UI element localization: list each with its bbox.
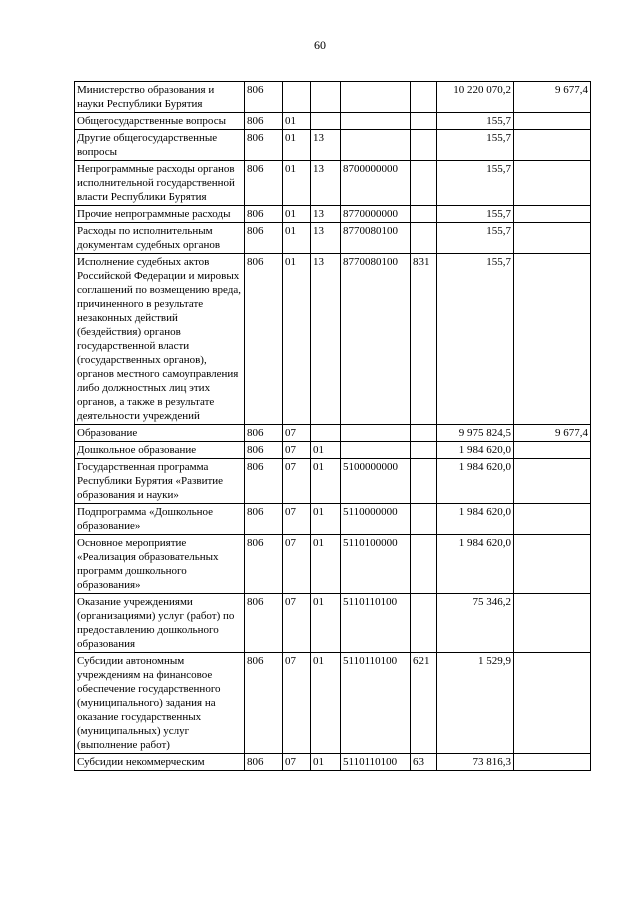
subsection-code: 13 [311, 254, 341, 425]
row-name: Субсидии автономным учреждениям на финансовое обеспечение государственного (муниципального) задания на оказание государственных (муниципальных) услуг (выполнение работ) [75, 653, 245, 754]
section-code: 07 [283, 442, 311, 459]
ministry-code: 806 [245, 653, 283, 754]
amount-2024: 155,7 [437, 254, 514, 425]
amount-2024: 1 984 620,0 [437, 504, 514, 535]
amount-2025 [514, 161, 591, 206]
amount-2025 [514, 254, 591, 425]
row-name: Субсидии некоммерческим [75, 754, 245, 771]
amount-2024: 75 346,2 [437, 594, 514, 653]
expense-type-code [411, 82, 437, 113]
target-code [341, 442, 411, 459]
subsection-code: 01 [311, 653, 341, 754]
subsection-code [311, 113, 341, 130]
expense-type-code [411, 223, 437, 254]
amount-2024: 155,7 [437, 161, 514, 206]
expense-type-code [411, 442, 437, 459]
expense-type-code [411, 535, 437, 594]
ministry-code: 806 [245, 254, 283, 425]
row-name: Прочие непрограммные расходы [75, 206, 245, 223]
ministry-code: 806 [245, 130, 283, 161]
target-code [341, 82, 411, 113]
ministry-code: 806 [245, 535, 283, 594]
table-row [75, 82, 591, 113]
amount-2025 [514, 223, 591, 254]
subsection-code: 01 [311, 594, 341, 653]
expense-type-code [411, 130, 437, 161]
row-name: Исполнение судебных актов Российской Федерации и мировых соглашений по возмещению вреда, причиненного в результате незаконных действий (бездействия) органов государственной власти (государственных органов), органов местного самоуправления либо должностных лиц этих органов, а также в результате деятельности учреждений [75, 254, 245, 425]
row-name: Государственная программа Республики Бурятия «Развитие образования и науки» [75, 459, 245, 504]
target-code: 5110110100 [341, 754, 411, 771]
target-code: 5110110100 [341, 653, 411, 754]
section-code: 07 [283, 594, 311, 653]
table-row [75, 223, 591, 254]
amount-2025 [514, 130, 591, 161]
section-code: 07 [283, 754, 311, 771]
subsection-code: 13 [311, 161, 341, 206]
amount-2025 [514, 459, 591, 504]
amount-2024: 9 975 824,5 [437, 425, 514, 442]
subsection-code: 01 [311, 459, 341, 504]
amount-2024: 155,7 [437, 113, 514, 130]
ministry-code: 806 [245, 594, 283, 653]
target-code: 5110000000 [341, 504, 411, 535]
amount-2024: 155,7 [437, 223, 514, 254]
target-code: 5110100000 [341, 535, 411, 594]
amount-2024: 1 529,9 [437, 653, 514, 754]
expense-type-code [411, 459, 437, 504]
table-row [75, 425, 591, 442]
table-row [75, 254, 591, 425]
row-name: Министерство образования и науки Республики Бурятия [75, 82, 245, 113]
row-name: Образование [75, 425, 245, 442]
table-row [75, 754, 591, 771]
table-row [75, 442, 591, 459]
table-row [75, 594, 591, 653]
subsection-code: 13 [311, 223, 341, 254]
section-code: 07 [283, 504, 311, 535]
section-code: 01 [283, 130, 311, 161]
amount-2025 [514, 113, 591, 130]
expense-type-code [411, 206, 437, 223]
table-row [75, 161, 591, 206]
ministry-code: 806 [245, 206, 283, 223]
row-name: Другие общегосударственные вопросы [75, 130, 245, 161]
table-row [75, 653, 591, 754]
row-name: Дошкольное образование [75, 442, 245, 459]
section-code: 07 [283, 425, 311, 442]
page-number: 60 [314, 38, 326, 52]
amount-2024: 10 220 070,2 [437, 82, 514, 113]
amount-2024: 73 816,3 [437, 754, 514, 771]
amount-2025 [514, 653, 591, 754]
expense-type-code: 831 [411, 254, 437, 425]
ministry-code: 806 [245, 223, 283, 254]
expense-type-code [411, 504, 437, 535]
table-row [75, 206, 591, 223]
ministry-code: 806 [245, 425, 283, 442]
target-code: 5100000000 [341, 459, 411, 504]
target-code [341, 425, 411, 442]
subsection-code: 01 [311, 504, 341, 535]
table-row [75, 113, 591, 130]
ministry-code: 806 [245, 754, 283, 771]
amount-2025 [514, 754, 591, 771]
expense-type-code [411, 113, 437, 130]
expense-type-code [411, 594, 437, 653]
subsection-code: 01 [311, 442, 341, 459]
subsection-code [311, 425, 341, 442]
expense-type-code: 621 [411, 653, 437, 754]
section-code: 01 [283, 113, 311, 130]
ministry-code: 806 [245, 504, 283, 535]
amount-2025 [514, 206, 591, 223]
table-row [75, 504, 591, 535]
amount-2024: 1 984 620,0 [437, 459, 514, 504]
section-code: 01 [283, 161, 311, 206]
amount-2025 [514, 504, 591, 535]
section-code: 07 [283, 535, 311, 594]
section-code: 01 [283, 206, 311, 223]
amount-2024: 1 984 620,0 [437, 535, 514, 594]
row-name: Оказание учреждениями (организациями) услуг (работ) по предоставлению дошкольного образования [75, 594, 245, 653]
ministry-code: 806 [245, 82, 283, 113]
table-row [75, 459, 591, 504]
row-name: Подпрограмма «Дошкольное образование» [75, 504, 245, 535]
amount-2025: 9 677,4 [514, 82, 591, 113]
table-row [75, 130, 591, 161]
target-code: 5110110100 [341, 594, 411, 653]
amount-2025 [514, 594, 591, 653]
budget-table [74, 81, 591, 771]
table-body [75, 82, 591, 771]
row-name: Расходы по исполнительным документам судебных органов [75, 223, 245, 254]
ministry-code: 806 [245, 442, 283, 459]
target-code: 8770080100 [341, 254, 411, 425]
row-name: Общегосударственные вопросы [75, 113, 245, 130]
expense-type-code: 63 [411, 754, 437, 771]
amount-2024: 155,7 [437, 206, 514, 223]
target-code [341, 130, 411, 161]
target-code [341, 113, 411, 130]
section-code [283, 82, 311, 113]
target-code: 8700000000 [341, 161, 411, 206]
amount-2025 [514, 442, 591, 459]
subsection-code: 13 [311, 130, 341, 161]
section-code: 01 [283, 254, 311, 425]
amount-2025: 9 677,4 [514, 425, 591, 442]
amount-2024: 155,7 [437, 130, 514, 161]
subsection-code: 01 [311, 535, 341, 594]
ministry-code: 806 [245, 161, 283, 206]
ministry-code: 806 [245, 113, 283, 130]
subsection-code: 13 [311, 206, 341, 223]
section-code: 07 [283, 653, 311, 754]
expense-type-code [411, 425, 437, 442]
table-row [75, 535, 591, 594]
row-name: Основное мероприятие «Реализация образовательных программ дошкольного образования» [75, 535, 245, 594]
section-code: 07 [283, 459, 311, 504]
target-code: 8770000000 [341, 206, 411, 223]
row-name: Непрограммные расходы органов исполнительной государственной власти Республики Бурятия [75, 161, 245, 206]
target-code: 8770080100 [341, 223, 411, 254]
expense-type-code [411, 161, 437, 206]
section-code: 01 [283, 223, 311, 254]
ministry-code: 806 [245, 459, 283, 504]
amount-2025 [514, 535, 591, 594]
subsection-code [311, 82, 341, 113]
amount-2024: 1 984 620,0 [437, 442, 514, 459]
subsection-code: 01 [311, 754, 341, 771]
